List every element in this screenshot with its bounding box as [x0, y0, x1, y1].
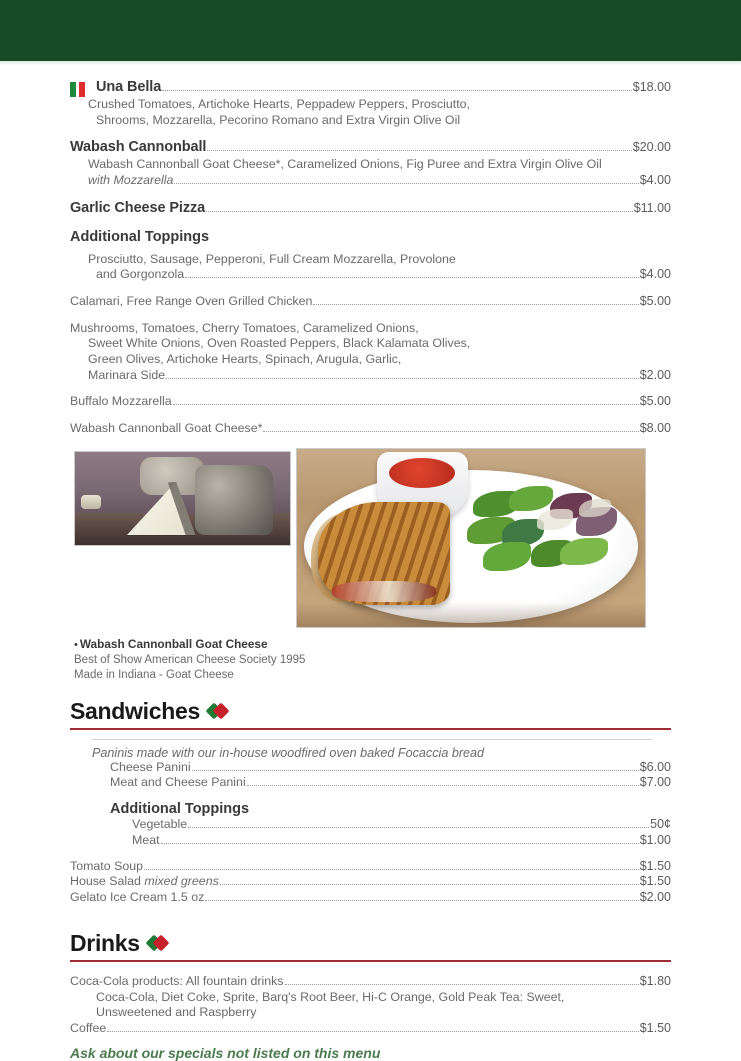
item-description-line: Unsweetened and Raspberry [96, 1005, 257, 1020]
item-price: $11.00 [633, 200, 671, 215]
menu-content [70, 65, 671, 1061]
section-heading-sandwiches [70, 698, 671, 725]
section-subheading: Additional Toppings [110, 801, 250, 818]
italian-flag-icon [70, 82, 90, 97]
topping-label: Meat [132, 832, 160, 847]
menu-item-wabash-cannonball [70, 139, 671, 188]
item-label-text: House Salad [70, 874, 145, 889]
leader-dots [188, 819, 649, 828]
leader-dots [161, 835, 639, 844]
leader-dots [174, 175, 638, 184]
item-description-line: Shrooms, Mozzarella, Pecorino Romano and Extra Virgin Olive Oil [96, 112, 461, 127]
topping-price: $5.00 [639, 293, 671, 308]
topping-line: Mushrooms, Tomatoes, Cherry Tomatoes, Caramelized Onions, [70, 320, 419, 335]
topping-line: Prosciutto, Sausage, Pepperoni, Full Cream Mozzarella, Provolone [88, 251, 456, 266]
section-heading-label: Drinks [70, 929, 140, 956]
topping-label: Calamari, Free Range Oven Grilled Chicken [70, 293, 313, 308]
item-sub-option-label: with Mozzarella [88, 172, 174, 187]
menu-row [70, 760, 671, 776]
menu-row [70, 974, 671, 990]
topping-price: $5.00 [639, 394, 671, 409]
leader-dots [206, 200, 633, 212]
item-label [70, 874, 219, 890]
item-price: $2.00 [639, 890, 671, 905]
leader-dots [207, 140, 631, 152]
topping-label: and Gorgonzola [96, 267, 185, 282]
topping-label: Wabash Cannonball Goat Cheese* [70, 421, 263, 436]
diamond-ornament-icon [148, 936, 174, 950]
item-description-line: Coca-Cola, Diet Coke, Sprite, Barq's Root Beer, Hi-C Orange, Gold Peak Tea: Sweet, [96, 989, 565, 1004]
item-price: $20.00 [632, 140, 671, 155]
topping-line: Sweet White Onions, Oven Roasted Peppers, Black Kalamata Olives, [88, 336, 471, 351]
item-description-line: Wabash Cannonball Goat Cheese*, Caramelized Onions, Fig Puree and Extra Virgin Olive Oil [88, 157, 602, 172]
item-name: Wabash Cannonball [70, 139, 207, 156]
goat-cheese-photo [74, 451, 291, 546]
item-label: Meat and Cheese Panini [110, 775, 246, 790]
menu-item-garlic-cheese-pizza [70, 200, 671, 218]
topping-label: Vegetable [132, 817, 188, 832]
topping-group [70, 252, 671, 283]
leader-dots [162, 79, 632, 91]
photo-caption [70, 635, 671, 684]
photo-row [70, 451, 671, 631]
topping-line: Green Olives, Artichoke Hearts, Spinach, Arugula, Garlic, [88, 351, 402, 366]
divider [92, 739, 652, 740]
topping-group [70, 294, 671, 310]
item-label: Tomato Soup [70, 858, 144, 873]
item-label-suffix: mixed greens [144, 874, 219, 889]
item-price: $1.80 [639, 973, 671, 988]
leader-dots [166, 370, 639, 379]
drinks-section [70, 930, 671, 1061]
section-rule [70, 728, 671, 730]
menu-page [0, 65, 741, 1061]
section-heading-drinks [70, 930, 671, 957]
menu-row [70, 775, 671, 791]
caption-title: Wabash Cannonball Goat Cheese [79, 636, 268, 651]
topping-price: 50¢ [650, 817, 671, 832]
item-price: $7.00 [639, 775, 671, 790]
leader-dots [313, 296, 638, 305]
topping-group [70, 421, 671, 437]
item-price: $18.00 [632, 80, 671, 94]
item-price: $1.50 [639, 874, 671, 889]
item-name-with-flag [70, 79, 161, 97]
menu-row [70, 817, 671, 833]
diamond-ornament-icon [208, 704, 234, 718]
topping-label: Marinara Side [88, 367, 166, 382]
topping-group [70, 394, 671, 410]
leader-dots [285, 976, 639, 985]
topping-price: $1.00 [639, 832, 671, 847]
item-label: Gelato Ice Cream 1.5 oz [70, 890, 205, 905]
menu-row [70, 1021, 671, 1037]
pizza-additional-toppings-section [70, 229, 671, 437]
item-price: $1.50 [639, 1020, 671, 1035]
caption-line: Made in Indiana - Goat Cheese [74, 669, 234, 682]
item-label: Cheese Panini [110, 759, 191, 774]
topping-price: $2.00 [639, 367, 671, 382]
menu-row [70, 874, 671, 890]
leader-dots [247, 777, 639, 786]
header-band [0, 0, 741, 61]
topping-price: $4.00 [639, 267, 671, 282]
menu-row [70, 833, 671, 849]
specials-note: Ask about our specials not listed on this menu [70, 1044, 381, 1061]
caption-line: Best of Show American Cheese Society 1995 [74, 653, 306, 666]
leader-dots [205, 892, 638, 901]
leader-dots [144, 861, 639, 870]
item-description-line: Crushed Tomatoes, Artichoke Hearts, Peppadew Peppers, Prosciutto, [88, 96, 471, 111]
leader-dots [263, 423, 638, 432]
topping-price: $8.00 [639, 421, 671, 436]
leader-dots [220, 876, 639, 885]
menu-item-una-bella [70, 79, 671, 128]
item-price: $1.50 [639, 858, 671, 873]
item-sub-option-price: $4.00 [639, 172, 671, 187]
topping-label: Buffalo Mozzarella [70, 394, 172, 409]
item-name: Garlic Cheese Pizza [70, 199, 206, 216]
menu-row [70, 890, 671, 906]
sandwiches-section [70, 698, 671, 906]
leader-dots [192, 762, 639, 771]
panini-meal-photo [296, 448, 646, 628]
topping-group [70, 321, 671, 384]
section-heading-label: Sandwiches [70, 697, 200, 724]
sandwiches-note: Paninis made with our in-house woodfired oven baked Focaccia bread [92, 745, 485, 760]
leader-dots [173, 396, 639, 405]
section-rule [70, 960, 671, 962]
item-label: Coca-Cola products: All fountain drinks [70, 973, 284, 988]
item-label: Coffee [70, 1020, 107, 1035]
item-name: Una Bella [96, 79, 162, 95]
bullet-icon: • [74, 638, 78, 651]
leader-dots [107, 1023, 638, 1032]
menu-row [70, 859, 671, 875]
leader-dots [185, 269, 639, 278]
item-price: $6.00 [639, 759, 671, 774]
section-subheading: Additional Toppings [70, 228, 210, 245]
